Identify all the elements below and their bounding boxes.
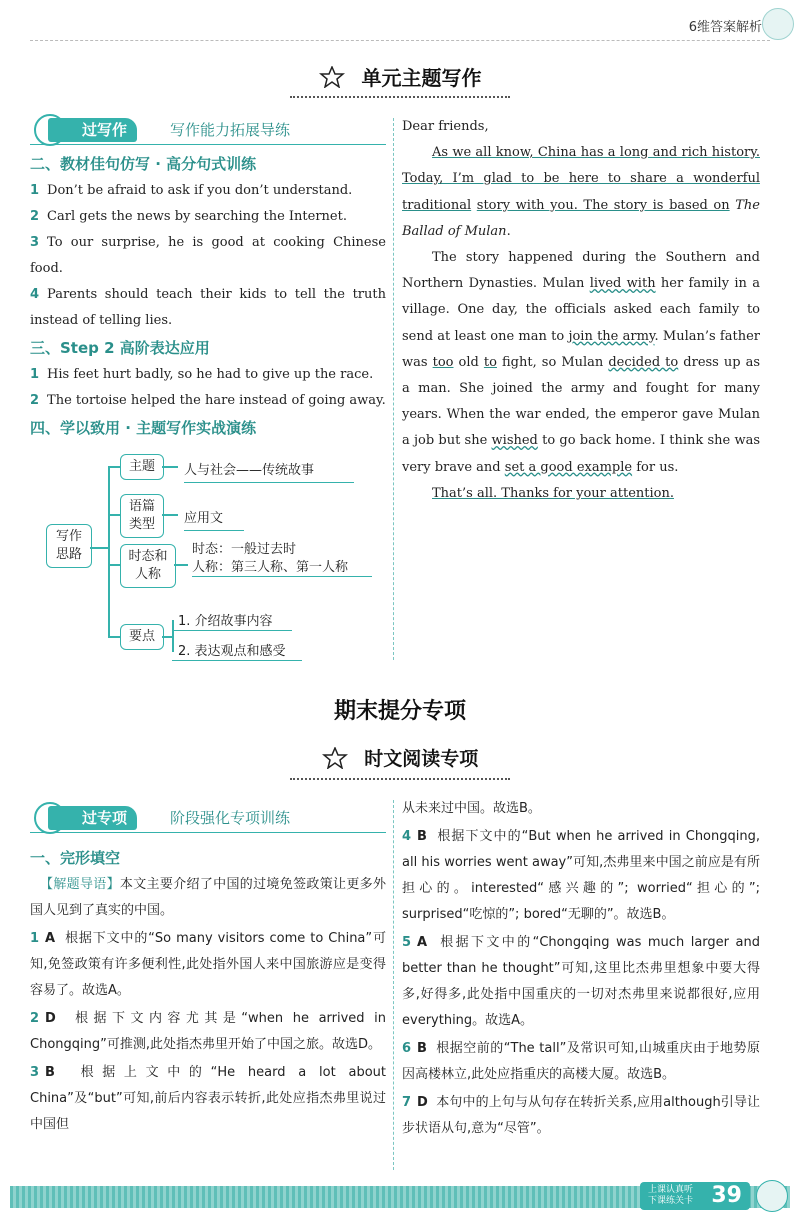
banner-rule [30,832,386,833]
connector [108,466,110,636]
part4-heading: 四、学以致用 · 主题写作实战演练 [30,419,257,437]
mindmap-branch: 语篇 类型 [120,494,164,538]
left-column [30,118,386,442]
section-title-reading: 时文阅读专项 [0,744,800,771]
letter-salutation: Dear friends, [402,119,489,134]
cloze-heading: 一、完形填空 [30,849,121,867]
page-number: 39 [711,1183,742,1208]
star-badge-icon [322,747,348,769]
book-logo-icon [762,8,794,40]
value-underline [184,482,354,483]
section-title-writing: 单元主题写作 [0,62,800,91]
header-title: 6维答案解析 [688,20,762,35]
answer-item: 5 A 根据下文中的“Chongqing was much larger and better than he thought”可知,这里比杰弗里想象中要大得多,好得多,此处指中国重庆的一切对杰弗里来说都很好,应用everything。故选A。 [402,935,760,1028]
mindmap-root: 写作 思路 [46,524,92,568]
column-divider [393,800,394,1170]
answer-item: 7 D 本句中的上句与从句存在转折关系,应用although引导让步状语从句,意为“尽管”。 [402,1095,760,1136]
mindmap-value: 时态：一般过去时 [192,542,297,557]
connector [162,514,178,516]
connector [108,514,120,516]
mindmap-branch: 主题 [120,454,164,480]
list-item: 1 Don’t be afraid to ask if you don’t understand. [30,183,353,198]
list-item: 4 Parents should teach their kids to tell the truth instead of telling lies. [30,287,386,328]
connector [174,564,188,566]
mindmap-branch: 要点 [120,624,164,650]
list-item: 3 To our surprise, he is good at cooking Chinese food. [30,235,386,276]
footer-slogan: 上课认真听 下课练关卡 [648,1185,694,1206]
value-underline [192,576,372,577]
mascot-icon [756,1180,788,1212]
cloze-answers-right [402,796,760,1144]
special-banner [30,806,386,834]
writing-banner [30,118,386,146]
mindmap [46,452,376,668]
mindmap-value: 人称：第三人称、第一人称 [192,560,349,575]
value-underline [184,530,244,531]
mindmap-value: 应用文 [184,511,224,526]
title-underline [290,778,510,780]
part2-heading: 二、教材佳句仿写 · 高分句式训练 [30,155,257,173]
value-underline [172,630,292,631]
banner-subtitle: 阶段强化专项训练 [170,809,291,827]
section-title-final: 期末提分专项 [333,699,466,724]
list-item: 2 Carl gets the news by searching the Internet. [30,209,347,224]
answer-item: 6 B 根据空前的“The tall”及常识可知,山城重庆由于地势原因高楼林立,此处应指重庆的高楼大厦。故选B。 [402,1041,761,1082]
mindmap-value: 人与社会——传统故事 [184,463,315,478]
answer-continued: 从未来过中国。故选B。 [402,801,541,816]
letter-paragraph-2: The story happened during the Southern and Northern Dynasties. Mulan lived with her family in a village. One day, the officials asked each family to send at least one man to join the army. Mulan’s father was too old to fight, so Mulan decided to dress up as a man. She joined the army and fought for many years. When the war ended, the emperor gave Mulan a job but she wished to go back home. I think she was very brave and set a good example for us. [402,250,761,475]
cloze-answers-left [30,806,386,1140]
connector [108,466,120,468]
answer-item: 3 B 根据上文中的“He heard a lot about China”及“but”可知,前后内容表示转折,此处应指杰弗里说过中国但 [30,1065,387,1132]
banner-tag: 过写作 [48,118,137,142]
connector [162,636,172,638]
letter-closing: That’s all. Thanks for your attention. [432,485,674,501]
connector [172,620,174,652]
connector [108,636,120,638]
star-badge-icon [319,66,345,88]
guide-paragraph: 【解题导语】本文主要介绍了中国的过境免签政策让更多外国人见到了真实的中国。 [30,877,386,918]
banner-tag: 过专项 [48,806,137,830]
connector [108,564,120,566]
part3-heading: 三、Step 2 高阶表达应用 [30,339,210,357]
banner-subtitle: 写作能力拓展导练 [170,121,291,139]
letter-paragraph-1: As we all know, China has a long and rich history. Today, I’m glad to be here to share a wonderful traditional story with you. The story is based on The Ballad of Mulan. [402,145,760,239]
header-divider [30,40,770,41]
list-item: 1 His feet hurt badly, so he had to give up the race. [30,367,374,382]
value-underline [172,660,302,661]
page-number-box [640,1182,750,1210]
banner-rule [30,144,386,145]
mindmap-value: 1. 介绍故事内容 [178,614,273,629]
answer-item: 4 B 根据下文中的“But when he arrived in Chongqing, all his worries went away”可知,杰弗里来中国之前应是有所担心的。interested“感兴趣的”; worried“担心的”; surprised“吃惊的”; bored“无聊的”。故选B。 [402,829,760,922]
connector [162,466,178,468]
list-item: 2 The tortoise helped the hare instead of going away. [30,393,386,408]
title-underline [290,96,510,98]
column-divider [393,118,394,660]
model-letter [402,114,760,507]
connector [90,547,108,549]
answer-item: 2 D 根据下文内容尤其是“when he arrived in Chongqing”可推测,此处指杰弗里开始了中国之旅。故选D。 [30,1011,387,1052]
mindmap-branch: 时态和 人称 [120,544,176,588]
mindmap-value: 2. 表达观点和感受 [178,644,286,659]
answer-item: 1 A 根据下文中的“So many visitors come to China”可知,免签政策有许多便利性,此处指外国人来中国旅游应是变得容易了。故选A。 [30,931,386,998]
